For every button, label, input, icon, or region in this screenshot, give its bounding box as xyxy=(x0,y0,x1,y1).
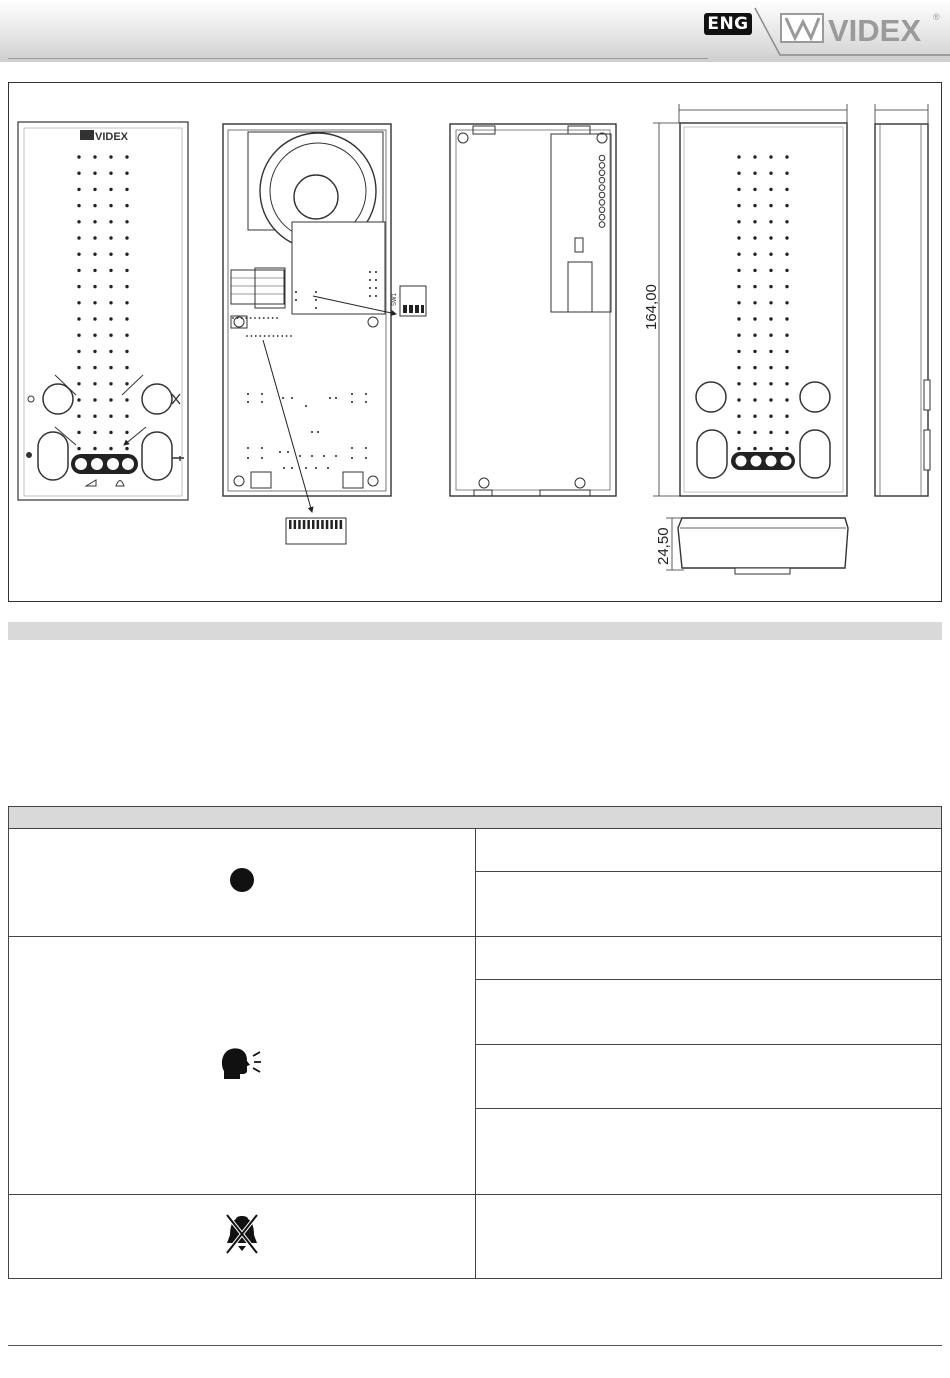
registered-mark: ® xyxy=(933,12,940,22)
right-upper-button xyxy=(142,384,172,414)
table-row xyxy=(475,829,942,872)
dimension-depth: 24,50 xyxy=(655,527,672,565)
bottom-view xyxy=(655,518,848,574)
right-lower-button xyxy=(142,432,172,480)
left-lower-button xyxy=(38,432,68,480)
technical-drawing xyxy=(0,0,950,610)
dot-icon-cell xyxy=(9,829,476,937)
language-badge: ENG xyxy=(704,13,752,35)
table-row xyxy=(475,872,942,937)
speaking-head-icon-cell xyxy=(9,937,476,1195)
rear-pcb-view xyxy=(223,124,426,544)
ribbon-connector xyxy=(231,270,284,304)
dot-icon xyxy=(229,867,255,893)
panel-brand: VIDEX xyxy=(95,131,129,143)
speaking-head-icon xyxy=(221,1045,263,1081)
front-dimension-view xyxy=(643,104,847,496)
table-row xyxy=(475,1045,942,1109)
front-panel-view xyxy=(18,122,188,500)
back-housing-view xyxy=(450,124,616,496)
side-view xyxy=(875,104,930,496)
privacy-icon-cell xyxy=(9,1195,476,1279)
table-row xyxy=(475,937,942,980)
privacy-muted-icon xyxy=(224,1213,260,1255)
table-row xyxy=(475,1195,942,1279)
section-bar xyxy=(8,622,942,640)
vx-mini-logo-icon xyxy=(80,130,94,140)
table-row xyxy=(475,980,942,1045)
pcb-board xyxy=(292,222,385,314)
table-row xyxy=(475,1109,942,1195)
footer-rule xyxy=(8,1345,942,1346)
table-header-row xyxy=(9,807,942,829)
function-table xyxy=(8,806,942,1279)
speaker-icon xyxy=(26,452,32,458)
switch-label: SW1 xyxy=(392,292,398,306)
dimension-height: 164,00 xyxy=(643,284,660,330)
brand-name: VIDEX xyxy=(828,13,922,48)
